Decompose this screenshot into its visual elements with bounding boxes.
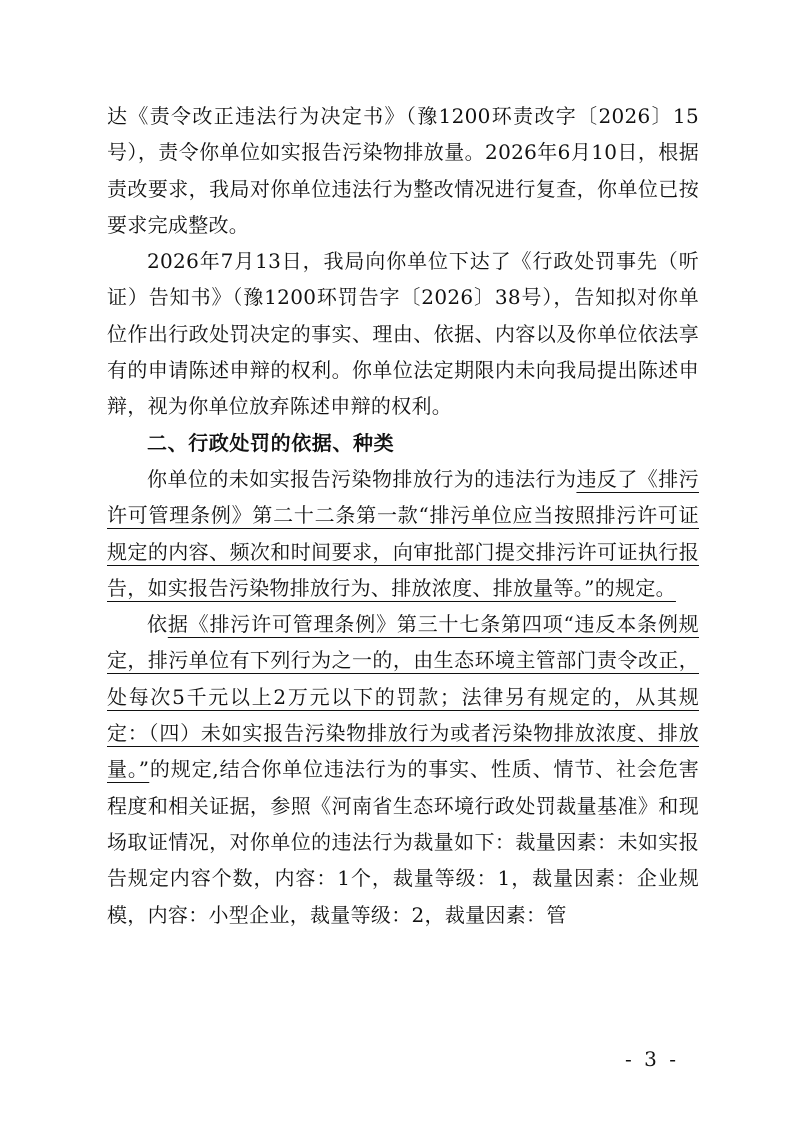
violated-regulation-clause: 违反了《排污许可管理条例》第二十二条第一款“排污单位应当按照排污许可证规定的内容、频次和时间要求，向审批部门提交排污许可证执行报告，如实报告污染物排放行为、排放浓度、排放量等。”的规定。 [107, 466, 699, 600]
section-heading-penalty-basis: 二、行政处罚的依据、种类 [147, 430, 395, 455]
paragraph-rectification-review: 达《责令改正违法行为决定书》（豫1200环责改字〔2026〕15号），责令你单位如实报告污染物排放量。2026年6月10日，根据责改要求，我局对你单位违法行为整改情况进行复查，你单位已按要求完成整改。 [107, 104, 699, 237]
paragraph-violation-regulation [107, 461, 699, 606]
violation-statement: 你单位的未如实报告污染物排放行为的违法行为 [147, 466, 577, 491]
discretion-details: 的规定,结合你单位违法行为的事实、性质、情节、社会危害程度和相关证据，参照《河南省生态环境行政处罚裁量基准》和现场取证情况，对你单位的违法行为裁量如下：裁量因素：未如实报告规定内容个数，内容：1个，裁量等级：1，裁量因素：企业规模，内容：小型企业，裁量等级：2，裁量因素：管 [107, 757, 699, 927]
penalty-basis-prefix: 依 [147, 612, 168, 637]
penalty-regulation-clause: 据《排污许可管理条例》第三十七条第四项“违反本条例规定，排污单位有下列行为之一的，由生态环境主管部门责令改正，处每次5千元以上2万元以下的罚款；法律另有规定的，从其规定：（四）未如实报告污染物排放行为或者污染物排放浓度、排放量。” [107, 612, 699, 782]
page-number: - 3 - [625, 1047, 679, 1071]
document-body [107, 98, 699, 933]
paragraph-penalty-discretion [107, 606, 699, 933]
paragraph-prior-notice: 2026年7月13日，我局向你单位下达了《行政处罚事先（听证）告知书》（豫1200环罚告字〔2026〕38号），告知拟对你单位作出行政处罚决定的事实、理由、依据、内容以及你单位依法享有的申请陈述申辩的权利。你单位法定期限内未向我局提出陈述申辩，视为你单位放弃陈述申辩的权利。 [107, 249, 699, 419]
